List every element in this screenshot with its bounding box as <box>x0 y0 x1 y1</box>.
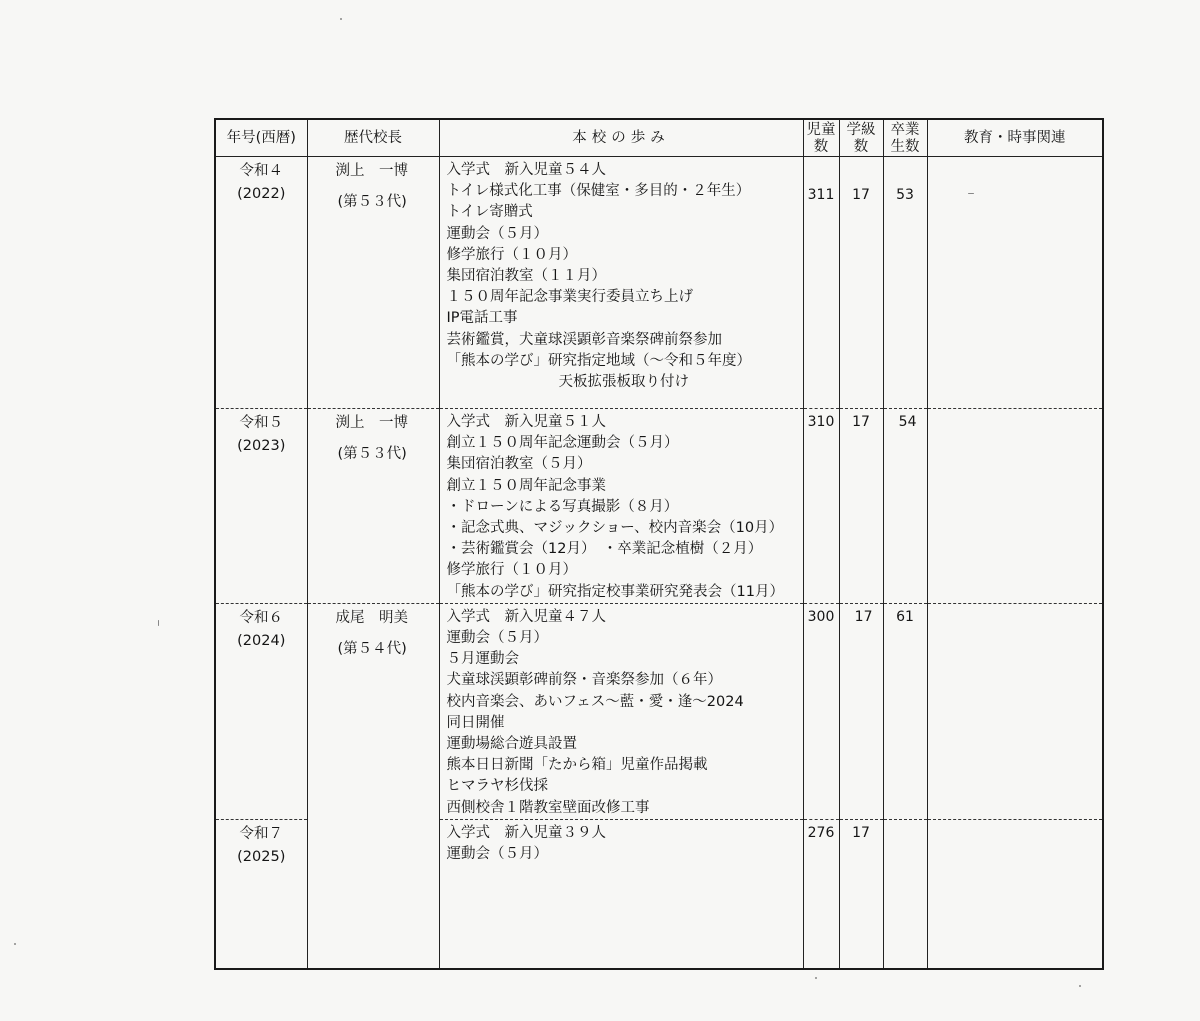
header-principal: 歴代校長 <box>307 119 439 157</box>
principal-cell <box>307 409 439 604</box>
year-cell <box>215 603 307 819</box>
class-count: 17 <box>839 819 883 969</box>
scan-speck <box>968 193 974 194</box>
scan-speck <box>158 620 159 626</box>
events-cell <box>439 819 803 969</box>
table-row <box>215 819 1103 969</box>
event-item: 西側校舎１階教室壁面改修工事 <box>446 799 650 816</box>
scan-speck <box>14 943 16 945</box>
header-graduates <box>883 119 927 157</box>
header-education: 教育・時事関連 <box>927 119 1103 157</box>
era-label: 令和５ <box>239 415 283 431</box>
event-item: 校内音楽会、あいフェス～藍・愛・逢～2024 <box>446 693 744 710</box>
event-item: 「熊本の学び」研究指定地域（～令和５年度） <box>446 352 751 369</box>
graduate-count: 53 <box>883 157 927 409</box>
table-row <box>215 409 1103 604</box>
scan-speck <box>815 977 817 979</box>
header-classes <box>839 119 883 157</box>
event-item: 熊本日日新聞「たから箱」児童作品掲載 <box>446 757 708 774</box>
school-history-table <box>214 118 1104 970</box>
year-label: (2022) <box>237 186 286 202</box>
year-cell <box>215 819 307 969</box>
principal-cell <box>307 157 439 409</box>
header-row <box>215 119 1103 157</box>
education-cell <box>927 409 1103 604</box>
graduate-count: 54 <box>883 409 927 604</box>
year-cell <box>215 409 307 604</box>
event-item: ・記念式典、マジックショー、校内音楽会（10月） <box>446 520 784 537</box>
event-item: 入学式 新入児童４７人 <box>446 608 606 625</box>
event-item: トイレ様式化工事（保健室・多目的・２年生） <box>446 183 751 200</box>
event-item: 入学式 新入児童３９人 <box>446 824 606 841</box>
principal-cell <box>307 603 439 819</box>
era-label: 令和４ <box>239 163 283 179</box>
scan-speck <box>340 18 342 20</box>
class-count: 17 <box>839 603 883 819</box>
table-row <box>215 603 1103 819</box>
event-item: ヒマラヤ杉伐採 <box>446 778 548 795</box>
header-steps: 本校の歩み <box>439 119 803 157</box>
header-children <box>803 119 839 157</box>
principal-name: 成尾 明美 <box>335 609 408 626</box>
events-cell <box>439 409 803 604</box>
header-classes-line1: 学級 <box>846 122 876 138</box>
principal-generation: (第５３代) <box>337 446 407 462</box>
scan-speck <box>1079 985 1081 987</box>
year-label: (2024) <box>237 632 286 649</box>
header-classes-line2: 数 <box>853 139 869 155</box>
event-item: ・芸術鑑賞会（12月） ・卒業記念植樹（２月） <box>446 541 763 558</box>
children-count: 310 <box>803 409 839 604</box>
era-label: 令和６ <box>239 609 283 626</box>
event-item: 創立１５０周年記念事業 <box>446 477 606 494</box>
class-count: 17 <box>839 157 883 409</box>
event-item: IP電話工事 <box>446 310 518 327</box>
principal-name: 渕上 一博 <box>335 163 408 179</box>
education-cell <box>927 157 1103 409</box>
year-cell <box>215 157 307 409</box>
header-year: 年号(西暦) <box>215 119 307 157</box>
event-item: 天板拡張板取り付け <box>558 374 689 391</box>
event-item: 運動会（５月） <box>446 846 548 863</box>
header-children-line1: 児童 <box>806 122 836 138</box>
header-graduates-line1: 卒業 <box>890 122 920 138</box>
header-children-line2: 数 <box>813 139 829 155</box>
event-item: 集団宿泊教室（５月） <box>446 456 592 473</box>
event-item: 「熊本の学び」研究指定校事業研究発表会（11月） <box>446 583 784 600</box>
education-cell <box>927 819 1103 969</box>
event-item: 運動場総合遊具設置 <box>446 736 577 753</box>
event-item: 集団宿泊教室（１１月） <box>446 268 606 285</box>
children-count: 276 <box>803 819 839 969</box>
principal-generation: (第５４代) <box>337 640 407 657</box>
children-count: 311 <box>803 157 839 409</box>
event-item: １５０周年記念事業実行委員立ち上げ <box>446 289 693 306</box>
event-item: ５月運動会 <box>446 651 519 668</box>
principal-generation: (第５３代) <box>337 194 407 210</box>
event-item: トイレ寄贈式 <box>446 204 533 221</box>
year-label: (2025) <box>237 848 286 865</box>
event-item: 創立１５０周年記念運動会（５月） <box>446 435 679 452</box>
graduate-count <box>883 819 927 969</box>
education-cell <box>927 603 1103 819</box>
event-item: 修学旅行（１０月） <box>446 246 577 263</box>
graduate-count: 61 <box>883 603 927 819</box>
class-count: 17 <box>839 409 883 604</box>
event-item: ・ドローンによる写真撮影（８月） <box>446 498 679 515</box>
year-label: (2023) <box>237 438 286 454</box>
event-item: 犬童球渓顕彰碑前祭・音楽祭参加（６年） <box>446 672 722 689</box>
principal-name: 渕上 一博 <box>335 415 408 431</box>
header-graduates-line2: 生数 <box>890 139 920 155</box>
principal-cell <box>307 819 439 969</box>
event-item: 運動会（５月） <box>446 630 548 647</box>
era-label: 令和７ <box>239 825 283 842</box>
children-count: 300 <box>803 603 839 819</box>
events-cell <box>439 157 803 409</box>
event-item: 同日開催 <box>446 714 505 731</box>
event-item: 運動会（５月） <box>446 225 548 242</box>
event-item: 芸術鑑賞，犬童球渓顕彰音楽祭碑前祭参加 <box>446 331 722 348</box>
event-item: 入学式 新入児童５４人 <box>446 162 606 178</box>
event-item: 入学式 新入児童５１人 <box>446 414 606 430</box>
table-row <box>215 157 1103 409</box>
events-cell <box>439 603 803 819</box>
event-item: 修学旅行（１０月） <box>446 562 577 579</box>
